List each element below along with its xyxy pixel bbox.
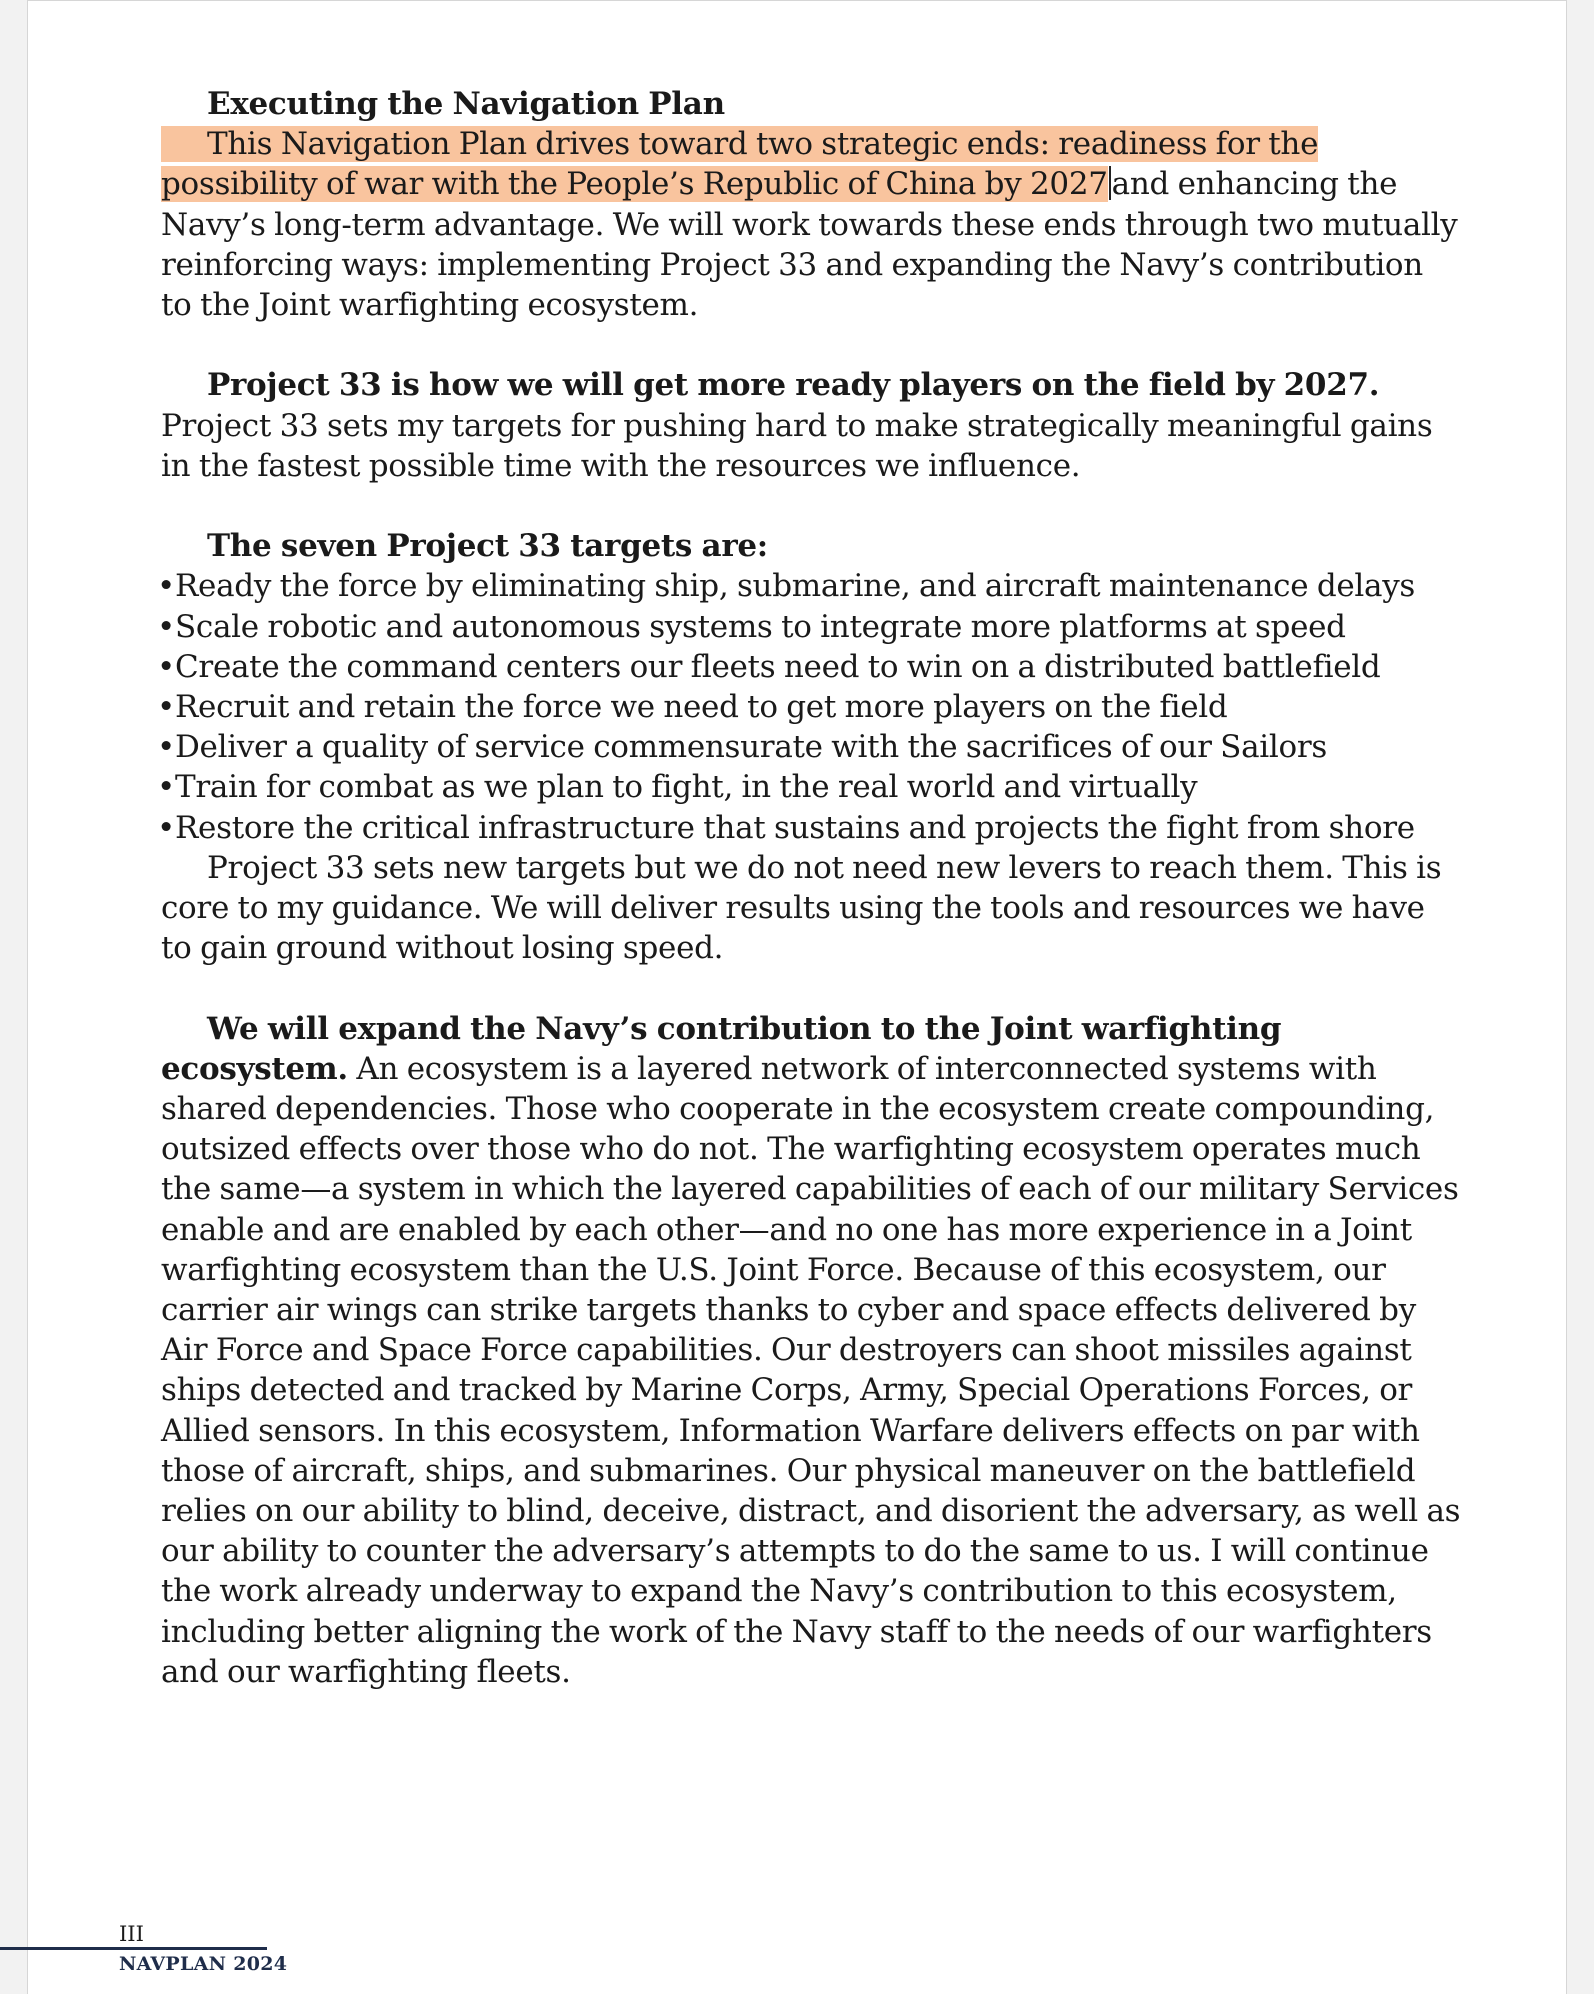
list-item: • Recruit and retain the force we need to get more players on the field [157, 687, 1461, 727]
ecosystem-paragraph [161, 1009, 1461, 1692]
highlighted-text-line-1[interactable]: This Navigation Plan drives toward two strategic ends: readiness for the [161, 126, 1318, 162]
targets-list [161, 566, 1461, 847]
footer-divider [0, 1947, 267, 1950]
list-item: • Ready the force by eliminating ship, submarine, and aircraft maintenance delays [157, 566, 1461, 606]
page-number: III [119, 1922, 144, 1946]
ecosystem-lead: We will expand the Navy’s contribution to the Joint warfighting ecosystem. [161, 1010, 1282, 1087]
list-item: • Scale robotic and autonomous systems to integrate more platforms at speed [157, 607, 1461, 647]
document-page [27, 0, 1567, 1994]
page-content [161, 84, 1461, 1692]
list-item: • Create the command centers our fleets need to win on a distributed battlefield [157, 647, 1461, 687]
intro-rest: and enhancing the Navy’s long-term advantage. We will work towards these ends through two mutually reinforcing ways: implementing Project 33 and expanding the Navy’s contribution to the Joint warfighting ecosystem. [161, 166, 1458, 324]
targets-heading: The seven Project 33 targets are: [207, 528, 768, 565]
ecosystem-body: An ecosystem is a layered network of interconnected systems with shared dependencies. Those who cooperate in the ecosystem create compounding, outsized effects over those who do not. The warfighting ecosystem operates much the same—a system in which the layered capabilities of each of our military Services enable and are enabled by each other—and no one has more experience in a Joint warfighting ecosystem than the U.S. Joint Force. Because of this ecosystem, our carrier air wings can strike targets thanks to cyber and space effects delivered by Air Force and Space Force capabilities. Our destroyers can shoot missiles against ships detected and tracked by Marine Corps, Army, Special Operations Forces, or Allied sensors. In this ecosystem, Information Warfare delivers effects on par with those of aircraft, ships, and submarines. Our physical maneuver on the battlefield relies on our ability to blind, deceive, distract, and disorient the adversary, as well as our ability to counter the adversary’s attempts to do the same to us. I will continue the work already underway to expand the Navy’s contribution to this ecosystem, including better aligning the work of the Navy staff to the needs of our warfighters and our warfighting fleets. [161, 1050, 1461, 1690]
intro-paragraph[interactable] [161, 124, 1461, 325]
list-item: • Train for combat as we plan to fight, in the real world and virtually [157, 767, 1461, 807]
text-cursor [1109, 166, 1111, 200]
targets-closing: Project 33 sets new targets but we do not need new levers to reach them. This is core to my guidance. We will deliver results using the tools and resources we have to gain ground without losing speed. [161, 849, 1442, 967]
project33-paragraph [161, 365, 1461, 486]
footer-document-label: NAVPLAN 2024 [119, 1953, 288, 1975]
page-footer [119, 1922, 144, 1946]
list-item: • Restore the critical infrastructure that sustains and projects the fight from shore [157, 808, 1461, 848]
section-heading: Executing the Navigation Plan [207, 86, 725, 122]
project33-lead: Project 33 is how we will get more ready players on the field by 2027. [207, 367, 1380, 404]
highlighted-text-line-2[interactable]: possibility of war with the People’s Republic of China by 2027 [161, 166, 1108, 203]
list-item: • Deliver a quality of service commensurate with the sacrifices of our Sailors [157, 727, 1461, 767]
project33-body: Project 33 sets my targets for pushing hard to make strategically meaningful gains in the fastest possible time with the resources we influence. [161, 407, 1433, 484]
